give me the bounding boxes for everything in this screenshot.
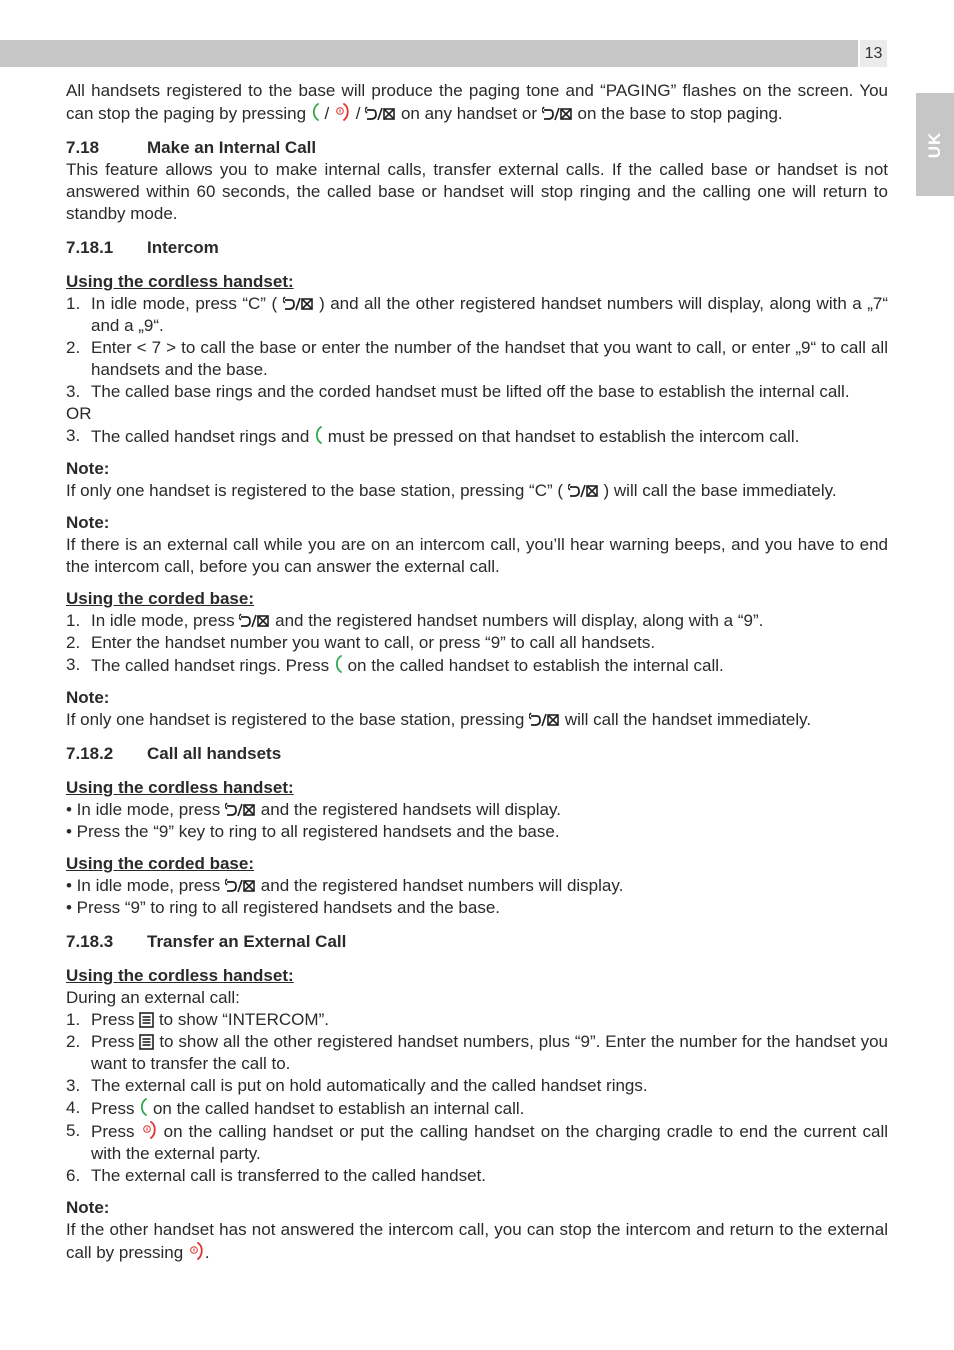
list-number: 2. [66, 633, 81, 652]
or-separator: OR [66, 404, 92, 423]
bullet-item [66, 875, 888, 897]
end-call-icon [334, 102, 351, 122]
intercom-cordless-alt-step [66, 425, 888, 448]
talk-icon [311, 102, 320, 122]
intercom-corded-steps [66, 610, 888, 677]
subheading-corded-base: Using the corded base: [66, 589, 254, 608]
note-label: Note: [66, 688, 110, 707]
list-item [66, 632, 888, 654]
list-text: In idle mode, press “C” ( [91, 294, 278, 313]
menu-icon [139, 1034, 154, 1050]
intro-line-2b: on any handset or [400, 104, 538, 123]
note-text [66, 480, 888, 502]
note-text [66, 709, 888, 731]
list-text: The called handset rings and [91, 427, 310, 446]
intercom-delete-key-icon [365, 106, 396, 122]
list-text: Press [91, 1032, 135, 1051]
bullet-text: • In idle mode, press [66, 876, 221, 895]
bullet-item: • Press “9” to ring to all registered handsets and the base. [66, 898, 501, 917]
section-7-18-body: This feature allows you to make internal calls, transfer external calls. If the called base or handset is not answered within 60 seconds, the called base or handset will stop ringing and the calling one will return to standby mode. [66, 160, 888, 223]
list-item [66, 1120, 888, 1165]
list-number: 3. [66, 1076, 81, 1095]
list-number: 3. [66, 382, 81, 401]
section-number: 7.18 [66, 138, 100, 157]
bullet-item [66, 799, 888, 821]
language-tab [916, 93, 954, 196]
list-number: 1. [66, 294, 81, 313]
intercom-delete-key-icon [568, 483, 599, 499]
end-call-icon [188, 1241, 205, 1261]
intro-line-1: All handsets registered to the base will produce the paging tone and “PAGING” flashes on the screen. [66, 81, 854, 100]
list-text: The called handset rings. Press [91, 656, 330, 675]
section-title: Make an Internal Call [147, 138, 317, 157]
list-text: on the called handset to establish an internal call. [152, 1099, 525, 1118]
list-text: Enter < 7 > to call the base or enter the number of the handset that you want to call, or enter „9“ to call all handsets and the base. [91, 338, 888, 379]
section-number: 7.18.1 [66, 238, 114, 257]
list-number: 4. [66, 1098, 81, 1117]
section-title: Transfer an External Call [147, 932, 347, 951]
bullet-text: • In idle mode, press [66, 800, 221, 819]
list-text: on the called handset to establish the internal call. [347, 656, 724, 675]
list-text: The external call is put on hold automatically and the called handset rings. [91, 1076, 648, 1095]
subheading-cordless-handset: Using the cordless handset: [66, 778, 294, 797]
list-item [66, 337, 888, 381]
list-item [66, 1075, 888, 1097]
list-item [66, 1031, 888, 1075]
note-text [66, 1219, 888, 1264]
menu-icon [139, 1012, 154, 1028]
list-text: In idle mode, press [91, 611, 235, 630]
list-item [66, 293, 888, 337]
section-heading-7-18 [66, 137, 888, 159]
section-title: Call all handsets [147, 744, 282, 763]
bullet-text: and the registered handset numbers will display. [260, 876, 624, 895]
intro-line-2c: on the base to stop paging. [577, 104, 783, 123]
language-tab-label: UK [925, 131, 944, 158]
bullet-item: • Press the “9” key to ring to all registered handsets and the base. [66, 822, 560, 841]
intro-paragraph [66, 80, 888, 125]
section-heading-7-18-3 [66, 931, 888, 953]
intercom-delete-key-icon [225, 878, 256, 894]
subheading-corded-base: Using the corded base: [66, 854, 254, 873]
talk-icon [314, 425, 323, 445]
list-number: 5. [66, 1121, 81, 1140]
list-text: The external call is transferred to the called handset. [91, 1166, 486, 1185]
list-item [66, 1009, 888, 1031]
note-label: Note: [66, 459, 110, 478]
transfer-steps [66, 1009, 888, 1187]
list-text: Press [91, 1122, 135, 1141]
list-text: to show all the other registered handset numbers, plus “9”. Enter the number for the handset you want to transfer the call to. [91, 1032, 889, 1073]
page-content [66, 80, 888, 1264]
separator-slash: / [355, 104, 361, 123]
intro-line-2a: You can stop the paging by pressing [66, 81, 888, 123]
subheading-cordless-handset: Using the cordless handset: [66, 966, 294, 985]
list-text: must be pressed on that handset to establish the intercom call. [327, 427, 800, 446]
note-text-a: If only one handset is registered to the base station, pressing “C” ( [66, 481, 564, 500]
section-title: Intercom [147, 238, 219, 257]
list-number: 2. [66, 338, 81, 357]
section-heading-7-18-2 [66, 743, 888, 765]
list-number: 1. [66, 1010, 81, 1029]
subheading-cordless-handset: Using the cordless handset: [66, 272, 294, 291]
list-text: and the registered handset numbers will display, along with a “9”. [275, 611, 764, 630]
note-label: Note: [66, 513, 110, 532]
intercom-delete-key-icon [239, 613, 270, 629]
transfer-lead: During an external call: [66, 988, 240, 1007]
list-item [66, 654, 888, 677]
section-number: 7.18.2 [66, 744, 114, 763]
list-text: Press [91, 1099, 135, 1118]
section-heading-7-18-1 [66, 237, 888, 259]
section-number: 7.18.3 [66, 932, 114, 951]
list-item [66, 1165, 888, 1187]
intercom-delete-key-icon [529, 712, 560, 728]
separator-slash: / [324, 104, 330, 123]
list-item [66, 1097, 888, 1120]
list-text: on the calling handset or put the calling handset on the charging cradle to end the current call with the external party. [91, 1122, 888, 1163]
note-label: Note: [66, 1198, 110, 1217]
list-number: 3. [66, 655, 81, 674]
list-item [66, 425, 888, 448]
talk-icon [139, 1097, 148, 1117]
list-item [66, 381, 888, 403]
list-text: Press [91, 1010, 135, 1029]
list-text: ) and all the other registered handset numbers will display, along with a „7“ and a „9“. [91, 294, 888, 335]
bullet-text: and the registered handsets will display. [260, 800, 561, 819]
note-text-a: If only one handset is registered to the base station, pressing [66, 710, 525, 729]
header-bar [0, 40, 858, 67]
intercom-delete-key-icon [283, 296, 314, 312]
list-number: 2. [66, 1032, 81, 1051]
note-text-b: . [204, 1243, 210, 1262]
page-number: 13 [860, 40, 887, 67]
note-text-b: will call the handset immediately. [564, 710, 812, 729]
list-number: 3. [66, 426, 81, 445]
intercom-delete-key-icon [225, 802, 256, 818]
list-text: to show “INTERCOM”. [158, 1010, 329, 1029]
note-text: If there is an external call while you are on an intercom call, you’ll hear warning beeps, and you have to end the intercom call, before you can answer the external call. [66, 535, 888, 576]
note-text-a: If the other handset has not answered the intercom call, you can stop the intercom and return to the external call by pressing [66, 1220, 888, 1262]
list-number: 6. [66, 1166, 81, 1185]
list-text: Enter the handset number you want to call, or press “9” to call all handsets. [91, 633, 656, 652]
talk-icon [334, 654, 343, 674]
intercom-delete-key-icon [542, 106, 573, 122]
list-item [66, 610, 888, 632]
note-text-b: ) will call the base immediately. [603, 481, 837, 500]
intercom-cordless-steps [66, 293, 888, 403]
list-number: 1. [66, 611, 81, 630]
list-text: The called base rings and the corded handset must be lifted off the base to establish the internal call. [91, 382, 850, 401]
end-call-icon [141, 1120, 158, 1140]
